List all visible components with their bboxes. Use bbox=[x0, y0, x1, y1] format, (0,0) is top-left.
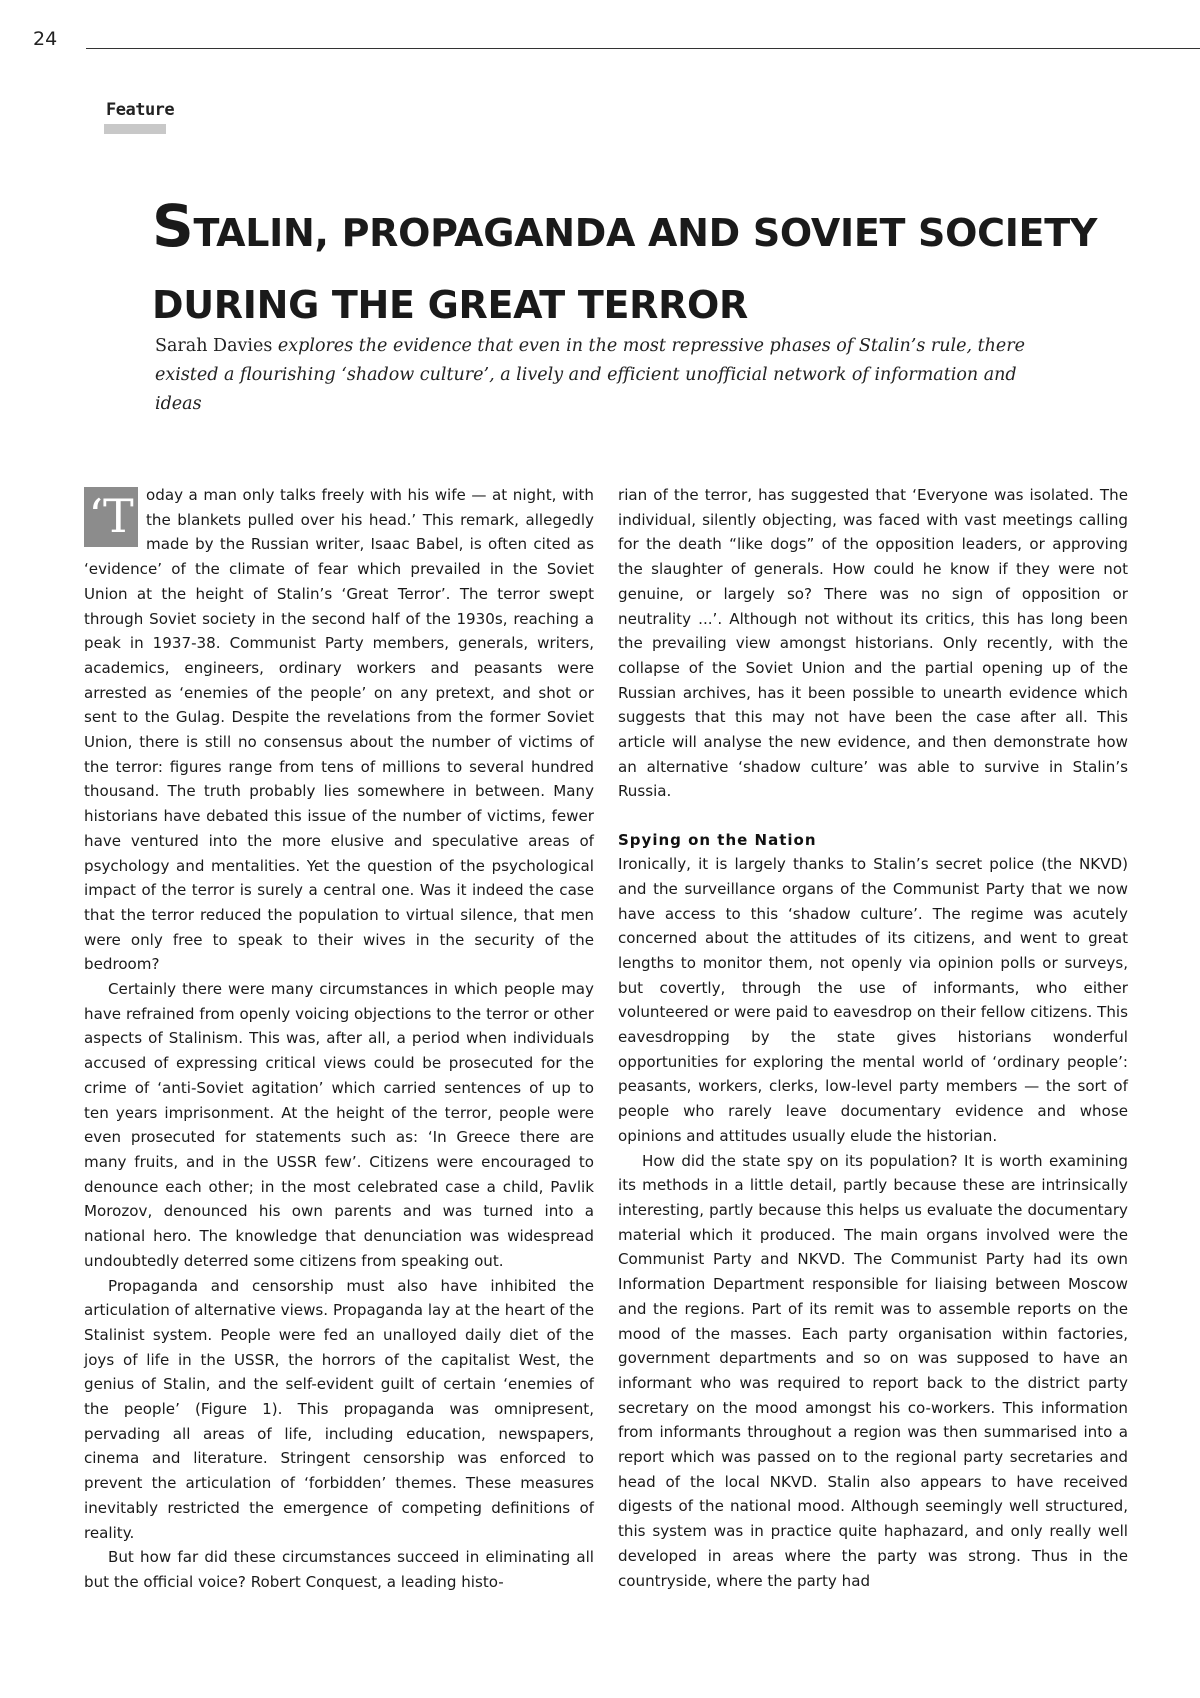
column-right bbox=[618, 483, 1128, 1593]
dek-text: explores the evidence that even in the most repressive phases of Stalin’s rule, there existed a flourishing ‘shadow culture’, a lively and efficient unofficial network of information and ideas bbox=[155, 336, 1025, 414]
section-tag bbox=[104, 100, 175, 134]
title-text: TALIN, PROPAGANDA AND SOVIET SOCIETY DURING THE GREAT TERROR bbox=[152, 211, 1098, 327]
paragraph: But how far did these circumstances succeed in eliminating all but the official voice? Robert Conquest, a leading histo- bbox=[84, 1548, 594, 1591]
page-number: 24 bbox=[33, 28, 58, 50]
column-left bbox=[84, 483, 594, 1595]
paragraph: rian of the terror, has suggested that ‘Everyone was isolated. The individual, silently objecting, was faced with vast meetings calling for the death “like dogs” of the opposition leaders, or approving the slaughter of generals. How could he know if they were not genuine, or largely so? There was no sign of opposition or neutrality ...’. Although not without its critics, this has long been the prevailing view amongst historians. Only recently, with the collapse of the Soviet Union and the partial opening up of the Russian archives, has it been possible to unearth evidence which suggests that this may not have been the case after all. This article will analyse the new evidence, and then demonstrate how an alternative ‘shadow culture’ was able to survive in Stalin’s Russia. bbox=[618, 486, 1128, 801]
article-title bbox=[152, 190, 1132, 341]
header-rule bbox=[86, 48, 1200, 49]
paragraph-opening bbox=[84, 483, 594, 977]
paragraph: Ironically, it is largely thanks to Stalin’s secret police (the NKVD) and the surveillance organs of the Communist Party that we now have access to this ‘shadow culture’. The regime was acutely concerned about the attitudes of its citizens, and went to great lengths to monitor them, not openly via opinion polls or surveys, but covertly, through the use of informants, who either volunteered or were paid to eavesdrop on their fellow citizens. This eavesdropping by the state gives historians wonderful opportunities for exploring the mental world of ‘ordinary people’: peasants, workers, clerks, low-level party members — the sort of people who rarely leave documentary evidence and whose opinions and attitudes usually elude the historian. bbox=[618, 855, 1128, 1145]
author-name: Sarah Davies bbox=[155, 336, 273, 356]
drop-cap-letter: ‘T bbox=[88, 489, 134, 543]
drop-cap bbox=[84, 487, 138, 547]
standfirst bbox=[155, 332, 1035, 419]
paragraph: How did the state spy on its population? It is worth examining its methods in a little detail, partly because these are intrinsically interesting, partly because this helps us evaluate the documentary material which it produced. The main organs involved were the Communist Party and NKVD. The Communist Party had its own Information Department responsible for liaising between Moscow and the regions. Part of its remit was to assemble reports on the mood of the masses. Each party organisation within factories, government departments and so on was supposed to have an informant who was required to report back to the district party secretary on the mood amongst his co-workers. This information from informants throughout a region was then summarised into a report which was passed on to the regional party secretaries and head of the local NKVD. Stalin also appears to have received digests of the national mood. Although seemingly well structured, this system was in practice quite haphazard, and only really well developed in areas where the party was strong. Thus in the countryside, where the party had bbox=[618, 1151, 1128, 1590]
subheading: Spying on the Nation bbox=[618, 831, 817, 850]
paragraph-text: oday a man only talks freely with his wife — at night, with the blankets pulled over his head.’ This remark, allegedly made by the Russian writer, Isaac Babel, is often cited as ‘evidence’ of the climate of fear which prevailed in the Soviet Union at the height of Stalin’s ‘Great Terror’. The terror swept through Soviet society in the second half of the 1930s, reaching a peak in 1937-38. Communist Party members, generals, writers, academics, engineers, ordinary workers and peasants were arrested as ‘enemies of the people’ on any pretext, and shot or sent to the Gulag. Despite the revelations from the former Soviet Union, there is still no consensus about the number of victims of the terror: figures range from tens of millions to several hundred thousand. The truth probably lies somewhere in between. Many historians have debated this issue of the number of victims, fewer have ventured into the more elusive and speculative areas of psychology and mentalities. Yet the question of the psychological impact of the terror is surely a central one. Was it indeed the case that the terror reduced the population to virtual silence, that men were only free to speak to their wives in the security of the bedroom? bbox=[84, 486, 594, 974]
title-initial: S bbox=[152, 192, 194, 260]
section-tag-label: Feature bbox=[106, 100, 175, 120]
paragraph: Certainly there were many circumstances in which people may have refrained from openly voicing objections to the terror or other aspects of Stalinism. This was, after all, a period when individuals accused of expressing critical views could be prosecuted for the crime of ‘anti-Soviet agitation’ which carried sentences of up to ten years imprisonment. At the height of the terror, people were even prosecuted for statements such as: ‘In Greece there are many fruits, and in the USSR few’. Citizens were encouraged to denounce each other; in the most celebrated case a child, Pavlik Morozov, denounced his own parents and was turned into a national hero. The knowledge that denunciation was widespread undoubtedly deterred some citizens from speaking out. bbox=[84, 980, 594, 1270]
paragraph: Propaganda and censorship must also have inhibited the articulation of alternative views. Propaganda lay at the heart of the Stalinist system. People were fed an unalloyed daily diet of the joys of life in the USSR, the horrors of the capitalist West, the genius of Stalin, and the self-evident guilt of certain ‘enemies of the people’ (Figure 1). This propaganda was omnipresent, pervading all areas of life, including education, newspapers, cinema and literature. Stringent censorship was enforced to prevent the articulation of ‘forbidden’ themes. These measures inevitably restricted the emergence of competing definitions of reality. bbox=[84, 1276, 594, 1542]
section-tag-bar bbox=[104, 124, 166, 134]
